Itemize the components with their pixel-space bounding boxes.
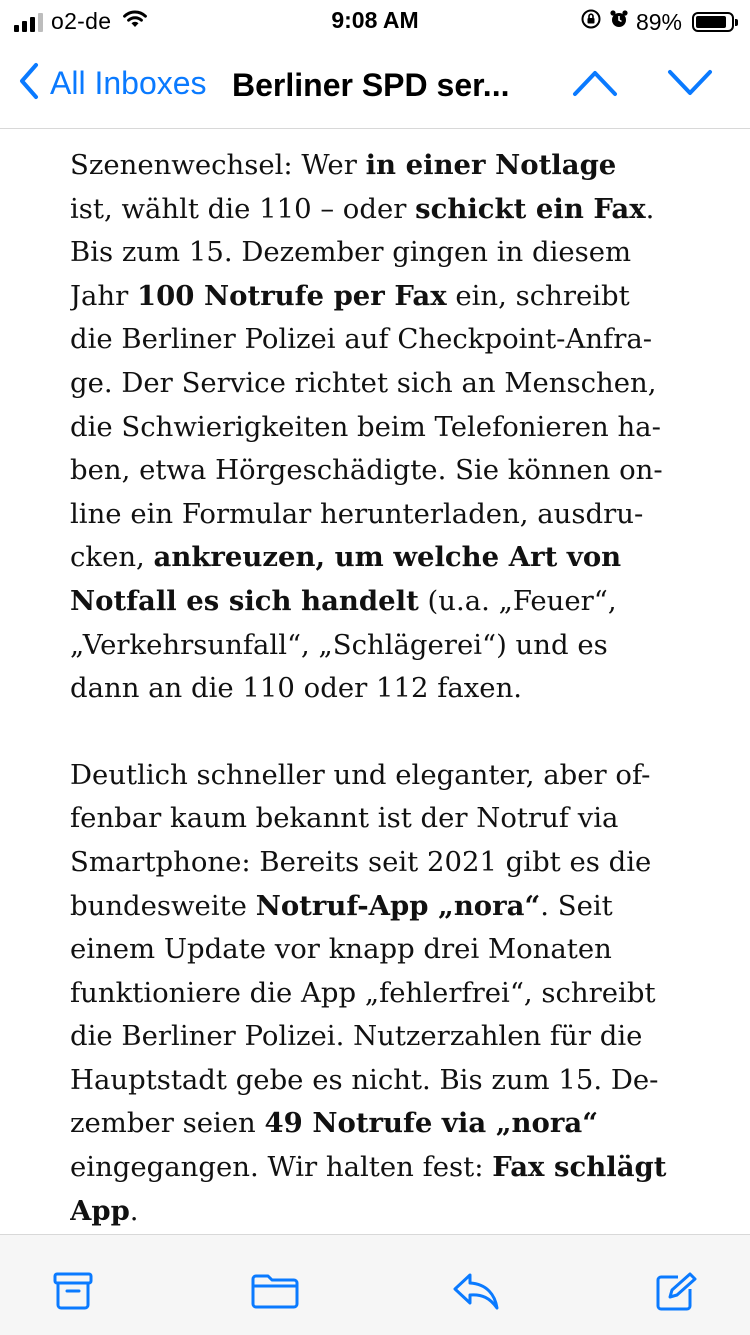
- body-line: [70, 449, 680, 493]
- body-text: Deutlich schneller und eleganter, aber of-: [70, 758, 651, 791]
- body-line: [70, 580, 680, 624]
- navigation-bar: [0, 40, 750, 129]
- compose-button[interactable]: [654, 1271, 698, 1318]
- body-text: Jahr: [70, 279, 138, 312]
- back-button-label: All Inboxes: [50, 65, 207, 101]
- body-line: [70, 1146, 680, 1190]
- bottom-toolbar: [0, 1234, 750, 1335]
- bold-text: 100 Notrufe per Fax: [137, 279, 447, 312]
- status-bar: [0, 0, 750, 40]
- message-body: [70, 144, 680, 1234]
- body-line: [70, 754, 680, 798]
- body-text: die Berliner Polizei. Nutzerzahlen für die: [70, 1020, 643, 1053]
- body-text: ben, etwa Hörgeschädigte. Sie können on-: [70, 454, 663, 487]
- body-line: [70, 318, 680, 362]
- body-line: [70, 231, 680, 275]
- bold-text: Notruf-App „nora“: [255, 889, 541, 922]
- body-text: einem Update vor knapp drei Monaten: [70, 933, 612, 966]
- compose-icon: [654, 1271, 698, 1313]
- body-paragraph: [70, 144, 680, 711]
- clock: 9:08 AM: [331, 7, 419, 33]
- body-text: fenbar kaum bekannt ist der Notruf via: [70, 802, 619, 835]
- bold-text: in einer Notlage: [365, 149, 617, 181]
- chevron-up-icon: [572, 68, 618, 98]
- bold-text: Fax schlägt: [492, 1151, 667, 1184]
- back-button[interactable]: [18, 62, 207, 105]
- move-to-folder-button[interactable]: [250, 1271, 300, 1316]
- body-text: .: [645, 192, 655, 225]
- body-line: [70, 1190, 680, 1234]
- body-text: .: [129, 1194, 139, 1227]
- body-line: [70, 188, 680, 232]
- body-text: zember seien: [70, 1107, 265, 1140]
- body-line: [70, 1015, 680, 1059]
- battery-percent: 89%: [635, 8, 682, 35]
- folder-icon: [250, 1271, 300, 1311]
- body-text: „Verkehrsunfall“, „Schlägerei“) und es: [70, 628, 608, 661]
- bold-text: App: [70, 1194, 130, 1227]
- body-text: Hauptstadt gebe es nicht. Bis zum 15. De-: [70, 1063, 659, 1096]
- body-line: [70, 493, 680, 537]
- bold-text: ankreuzen, um welche Art von: [153, 541, 622, 574]
- body-text: ein, schreibt: [446, 279, 630, 312]
- body-text: die Berliner Polizei auf Checkpoint-Anfra-: [70, 323, 653, 356]
- body-text: eingegangen. Wir halten fest:: [70, 1151, 493, 1184]
- body-line: [70, 885, 680, 929]
- body-text: (u.a. „Feuer“,: [418, 584, 617, 617]
- body-line: [70, 667, 680, 711]
- body-line: [70, 406, 680, 450]
- body-text: . Seit: [540, 889, 613, 922]
- body-text: cken,: [70, 541, 154, 574]
- body-line: [70, 536, 680, 580]
- bold-text: schickt ein Fax: [415, 192, 646, 225]
- body-text: ist, wählt die 110 – oder: [70, 192, 416, 225]
- body-text: Bis zum 15. Dezember gingen in diesem: [70, 236, 632, 269]
- body-text: bundesweite: [70, 889, 256, 922]
- message-subject-title: Berliner SPD ser...: [232, 67, 510, 103]
- body-line: [70, 1102, 680, 1146]
- chevron-left-icon: [18, 62, 40, 105]
- alarm-icon: [608, 8, 630, 36]
- previous-message-button[interactable]: [572, 68, 618, 103]
- reply-icon: [452, 1271, 500, 1311]
- body-text: Smartphone: Bereits seit 2021 gibt es die: [70, 845, 652, 878]
- body-line: [70, 928, 680, 972]
- body-text: ge. Der Service richtet sich an Menschen,: [70, 366, 657, 399]
- body-text: die Schwierigkeiten beim Telefonieren ha-: [70, 410, 661, 443]
- battery-icon: [692, 12, 734, 32]
- body-line: [70, 144, 680, 188]
- carrier-name: o2-de: [51, 8, 112, 34]
- body-text: line ein Formular herunterladen, ausdru-: [70, 497, 644, 530]
- reply-button[interactable]: [452, 1271, 500, 1316]
- status-right: [580, 8, 734, 36]
- body-line: [70, 841, 680, 885]
- body-paragraph: [70, 754, 680, 1234]
- body-text: dann an die 110 oder 112 faxen.: [70, 672, 523, 705]
- archive-icon: [52, 1271, 94, 1311]
- body-line: [70, 362, 680, 406]
- chevron-down-icon: [667, 68, 713, 98]
- body-line: [70, 275, 680, 319]
- orientation-lock-icon: [580, 8, 602, 36]
- archive-button[interactable]: [52, 1271, 94, 1316]
- body-line: [70, 972, 680, 1016]
- bold-text: Notfall es sich handelt: [70, 584, 419, 617]
- bold-text: 49 Notrufe via „nora“: [264, 1107, 599, 1140]
- body-line: [70, 624, 680, 668]
- body-line: [70, 1059, 680, 1103]
- body-line: [70, 797, 680, 841]
- body-text: Szenenwechsel: Wer: [70, 149, 366, 181]
- next-message-button[interactable]: [667, 68, 713, 103]
- body-text: funktioniere die App „fehlerfrei“, schreibt: [70, 976, 656, 1009]
